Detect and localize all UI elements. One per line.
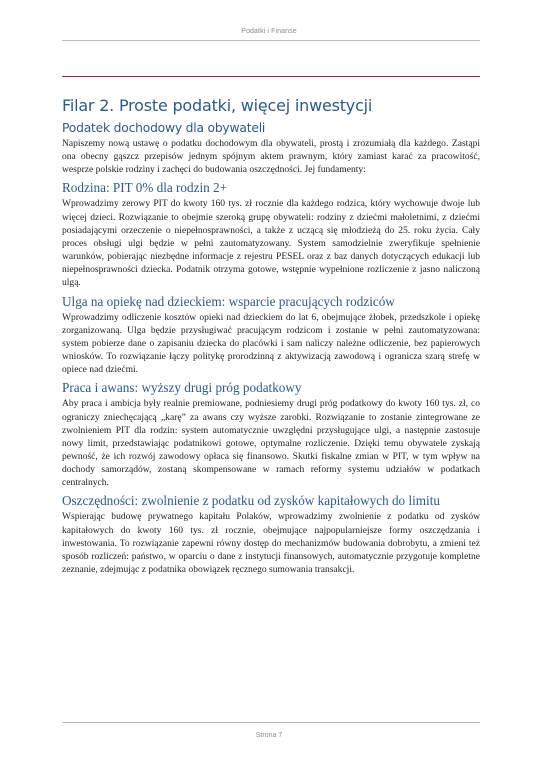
section-heading-childcare: Ulga na opiekę nad dzieckiem: wsparcie pracujących rodziców [62,293,395,309]
document-title: Filar 2. Proste podatki, więcej inwestycji [62,96,373,115]
accent-divider [62,76,480,77]
header-divider [62,40,480,41]
section-body-savings: Wspierając budowę prywatnego kapitału Polaków, wprowadzimy zwolnienie z podatku od zysków kapitałowych do kwoty 160 tys. zł rocznie, obejmujące najpopularniejsze formy oszczędzania i inwestowania. To rozwiązanie zapewni równy dostęp do mechanizmów budowania dobrobytu, a zmieni też sposób rozliczeń: państwo, w oparciu o dane z instytucji finansowych, automatycznie przygotuje kompletne zeznanie, zdejmując z podatnika obowiązek ręcznego sumowania transakcji. [62,511,480,576]
section-body-family: Wprowadzimy zerowy PIT do kwoty 160 tys. zł rocznie dla każdego rodzica, który wychowuje dwoje lub więcej dzieci. Rozwiązanie to obejmie szeroką grupę obywateli: rodziny z dziećmi małoletnimi, z dziećmi posiadającymi orzeczenie o niepełnosprawności, a także z uczącą się młodzieżą do 25. roku życia. Cały proces obsługi ulgi będzie w pełni zautomatyzowany. System samodzielnie zweryfikuje spełnienie warunków, pobierając niezbędne informacje z rejestru PESEL oraz z baz danych dotyczących edukacji lub niepełnosprawności dziecka. Podatnik otrzyma gotowe, wstępnie wypełnione rozliczenie z jasno naliczoną ulgą. [62,198,480,289]
intro-paragraph: Napiszemy nową ustawę o podatku dochodowym dla obywateli, prostą i zrozumiałą dla każdego. Zastąpi ona obecny gąszcz przepisów jednym spójnym aktem prawnym, który zamiast karać za pracowitość, wesprze polskie rodziny i zachęci do budowania oszczędności. Jej fundamenty: [62,138,480,176]
section-body-tax-threshold: Aby praca i ambicja były realnie premiowane, podniesiemy drugi próg podatkowy do kwoty 160 tys. zł, co ograniczy zniechęcającą „karę” za awans czy wyższe zarobki. Rozwiązanie to zostanie zintegrowane ze zwolnieniem PIT dla rodzin: system automatycznie uwzględni przysługujące ulgi, a następnie zastosuje nowy limit, przedstawiając podatnikowi gotowe, optymalne rozliczenie. Dzięki temu obywatele zyskają pewność, że ich rozwój zawodowy opłaca się finansowo. Skutki fiskalne zmian w PIT, w tym wpływ na dochody samorządów, zostaną skompensowane w ramach reformy systemu udziałów w podatkach centralnych. [62,398,480,489]
footer-divider [62,722,480,723]
page-number: Strona 7 [255,732,283,739]
running-header: Podatki i Finanse [241,28,297,35]
section-heading-savings: Oszczędności: zwolnienie z podatku od zysków kapitałowych do limitu [62,493,440,509]
section-heading-family: Rodzina: PIT 0% dla rodzin 2+ [62,180,228,196]
section-body-childcare: Wprowadzimy odliczenie kosztów opieki nad dzieckiem do lat 6, obejmujące żłobek, przedszkole i opiekę zorganizowaną. Ulga będzie przysługiwać pracującym rodzicom i zostanie w pełni zautomatyzowana: system pobierze dane o zapisaniu dziecka do placówki i sam naliczy należne odliczenie, bez papierowych wniosków. To rozwiązanie łączy politykę prorodzinną z aktywizacją zawodową i ogranicza szarą strefę w opiece nad dziećmi. [62,311,480,376]
document-subtitle: Podatek dochodowy dla obywateli [62,121,266,135]
section-heading-tax-threshold: Praca i awans: wyższy drugi próg podatkowy [62,380,302,396]
page-content [62,96,480,579]
